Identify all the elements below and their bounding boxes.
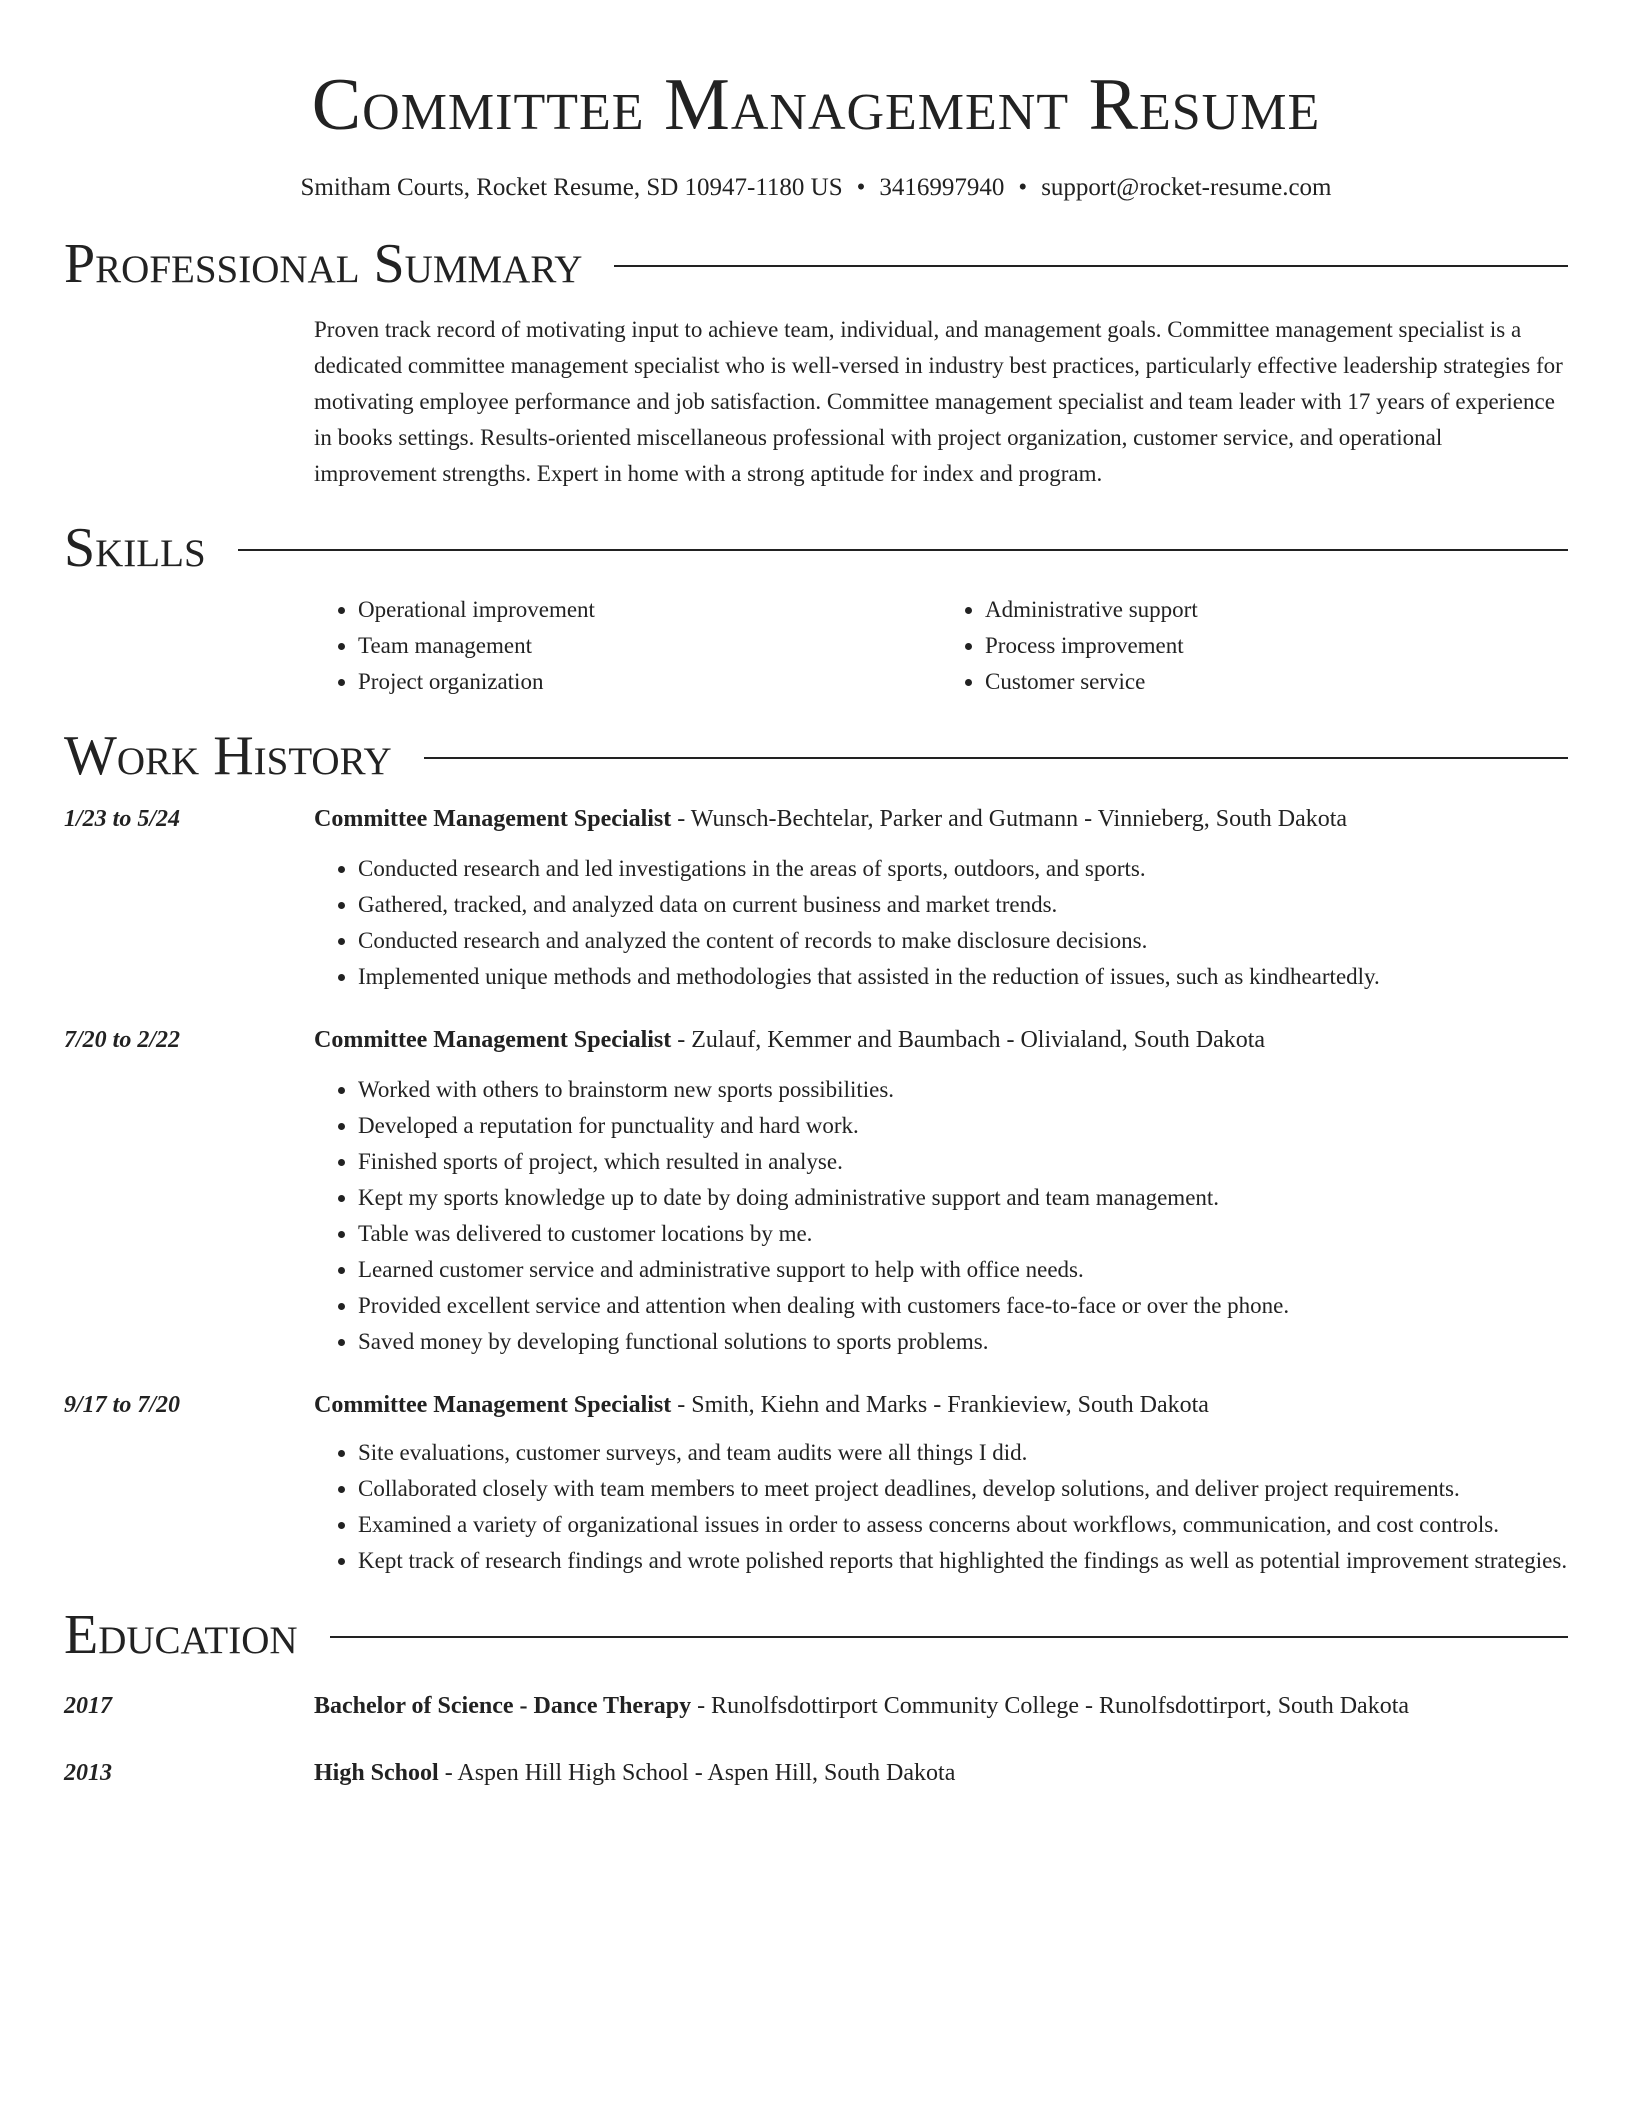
summary-text: Proven track record of motivating input to achieve team, individual, and management goals. Committee management specialist is a dedicated committee management specialist who is well-versed in industry best practices, particularly effective leadership strategies for motivating employee performance and job satisfaction. Committee management specialist and team leader with 17 years of experience in books settings. Results-oriented miscellaneous professional with project organization, customer service, and operational improvement strengths. Expert in home with a strong aptitude for index and program. xyxy=(314,317,1563,486)
job-bullet: • Table was delivered to customer locations by me. xyxy=(358,1216,1568,1252)
job-title: Committee Management Specialist xyxy=(314,806,672,832)
education-entry xyxy=(64,1693,1568,1720)
job-title: Committee Management Specialist xyxy=(314,1027,672,1053)
job-bullet: • Kept my sports knowledge up to date by doing administrative support and team management. xyxy=(358,1180,1568,1216)
job-bullet: • Developed a reputation for punctuality and hard work. xyxy=(358,1108,1568,1144)
contact-email: support@rocket-resume.com xyxy=(1041,174,1332,201)
section-divider xyxy=(238,549,1568,551)
job-bullet: • Saved money by developing functional solutions to sports problems. xyxy=(358,1324,1568,1360)
job-bullet: • Kept track of research findings and wrote polished reports that highlighted the findings as well as potential improvement strategies. xyxy=(358,1543,1568,1579)
job-dates: 7/20 to 2/22 xyxy=(64,1027,181,1053)
job-bullets xyxy=(314,851,1568,995)
summary-section-header xyxy=(64,232,1568,296)
job-title-line xyxy=(314,1027,1265,1054)
education-heading: Education xyxy=(64,1604,298,1666)
job-bullet: • Implemented unique methods and methodologies that assisted in the reduction of issues, such as kindheartedly. xyxy=(358,959,1568,995)
job-header xyxy=(64,1027,1568,1054)
summary-heading: Professional Summary xyxy=(64,233,583,295)
job-employer: - Smith, Kiehn and Marks - Frankieview, South Dakota xyxy=(671,1392,1209,1418)
education-degree: Bachelor of Science - Dance Therapy xyxy=(314,1693,692,1719)
work-heading: Work History xyxy=(64,725,392,787)
skills-column-left xyxy=(314,592,941,700)
job-bullet: • Provided excellent service and attention when dealing with customers face-to-face or over the phone. xyxy=(358,1288,1568,1324)
education-school: - Runolfsdottirport Community College - Runolfsdottirport, South Dakota xyxy=(691,1693,1410,1719)
education-school: - Aspen Hill High School - Aspen Hill, South Dakota xyxy=(438,1760,956,1786)
job-bullets xyxy=(314,1072,1568,1360)
education-section-header xyxy=(64,1603,1568,1667)
section-divider xyxy=(614,265,1568,267)
job-bullet: • Examined a variety of organizational issues in order to assess concerns about workflows, communication, and cost controls. xyxy=(358,1507,1568,1543)
job-title-line xyxy=(314,1392,1209,1419)
resume-page xyxy=(64,0,1568,1787)
job-title-line xyxy=(314,806,1347,833)
skills-column-right xyxy=(941,592,1568,700)
job-entry xyxy=(64,1392,1568,1579)
job-bullet: • Learned customer service and administrative support to help with office needs. xyxy=(358,1252,1568,1288)
job-header xyxy=(64,1392,1568,1419)
skill-item: • Process improvement xyxy=(985,628,1568,664)
job-dates: 9/17 to 7/20 xyxy=(64,1392,181,1418)
education-line xyxy=(314,1693,1409,1720)
contact-line xyxy=(64,172,1568,204)
education-line xyxy=(314,1760,955,1787)
job-bullet: • Collaborated closely with team members to meet project deadlines, develop solutions, and deliver project requirements. xyxy=(358,1471,1568,1507)
contact-separator: • xyxy=(1018,174,1028,201)
job-bullet: • Finished sports of project, which resulted in analyse. xyxy=(358,1144,1568,1180)
job-bullet: • Conducted research and led investigations in the areas of sports, outdoors, and sports. xyxy=(358,851,1568,887)
skill-item: • Customer service xyxy=(985,664,1568,700)
job-bullet: • Gathered, tracked, and analyzed data on current business and market trends. xyxy=(358,887,1568,923)
section-divider xyxy=(424,757,1568,759)
skills-heading: Skills xyxy=(64,517,206,579)
contact-phone: 3416997940 xyxy=(879,174,1005,201)
skills-list xyxy=(314,592,1568,700)
job-entry xyxy=(64,1027,1568,1360)
resume-title: Committee Management Resume xyxy=(311,64,1321,146)
job-bullet: • Conducted research and analyzed the content of records to make disclosure decisions. xyxy=(358,923,1568,959)
job-entry xyxy=(64,806,1568,995)
education-year: 2013 xyxy=(64,1760,112,1786)
job-bullet: • Site evaluations, customer surveys, and team audits were all things I did. xyxy=(358,1435,1568,1471)
skills-section-header xyxy=(64,516,1568,580)
contact-separator: • xyxy=(856,174,866,201)
education-degree: High School xyxy=(314,1760,439,1786)
job-bullets xyxy=(314,1435,1568,1579)
education-entry xyxy=(64,1760,1568,1787)
skill-item: • Project organization xyxy=(358,664,941,700)
job-header xyxy=(64,806,1568,833)
job-employer: - Zulauf, Kemmer and Baumbach - Olivialand, South Dakota xyxy=(671,1027,1266,1053)
education-year: 2017 xyxy=(64,1693,112,1719)
job-dates: 1/23 to 5/24 xyxy=(64,806,181,832)
section-divider xyxy=(330,1636,1568,1638)
contact-address: Smitham Courts, Rocket Resume, SD 10947-1180 US xyxy=(300,174,843,201)
work-section-header xyxy=(64,724,1568,788)
job-employer: - Wunsch-Bechtelar, Parker and Gutmann - Vinnieberg, South Dakota xyxy=(671,806,1348,832)
skill-item: • Administrative support xyxy=(985,592,1568,628)
skill-item: • Team management xyxy=(358,628,941,664)
job-title: Committee Management Specialist xyxy=(314,1392,672,1418)
job-bullet: • Worked with others to brainstorm new sports possibilities. xyxy=(358,1072,1568,1108)
skill-item: • Operational improvement xyxy=(358,592,941,628)
